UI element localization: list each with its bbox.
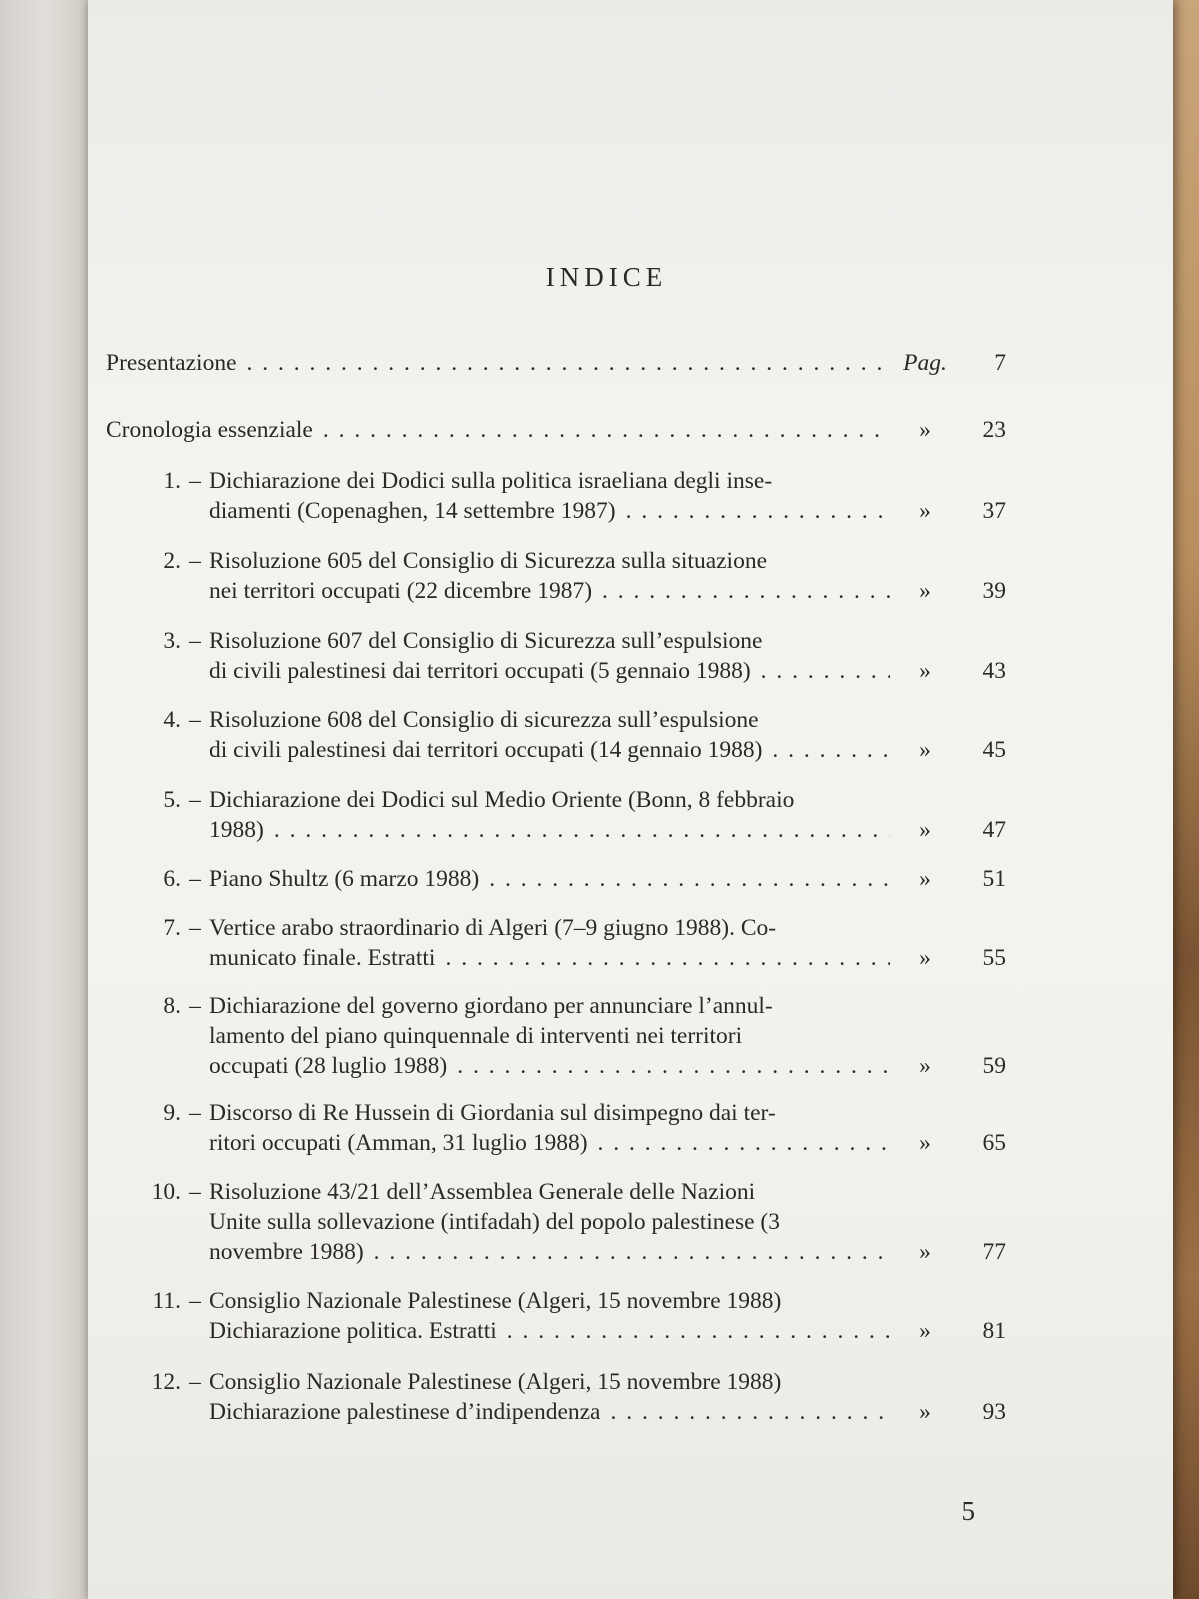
page-number: 55 [982,945,1006,971]
entry-title: Dichiarazione dei Dodici sul Medio Oriente (Bonn, 8 febbraio [209,787,795,813]
entry-title-end: 1988) [209,817,264,843]
page-title: INDICE [545,262,668,292]
entry-number: 1. [163,468,181,494]
entry-title: Dichiarazione dei Dodici sulla politica israeliana degli inse- [209,468,773,494]
page-ref-label: Pag. [903,350,947,376]
page-number: 37 [982,498,1006,524]
page-number: 47 [982,817,1006,843]
entry-number: 9. [163,1100,181,1126]
page-number: 45 [982,737,1006,763]
page-number: 23 [982,417,1006,443]
page-ref-label: » [919,817,931,843]
dot-leader [489,864,890,894]
page-number: 39 [982,578,1006,604]
entry-title: Cronologia essenziale [106,417,313,443]
page-ref-label: » [919,1130,931,1156]
page-ref-label: » [919,1239,931,1265]
entry-title-cont: lamento del piano quinquennale di interventi nei territori [209,1023,743,1049]
entry-title: Presentazione [106,350,237,376]
entry-title-end: diamenti (Copenaghen, 14 settembre 1987) [209,498,616,524]
folio-page-number: 5 [961,1496,975,1526]
entry-title-cont: Unite sulla sollevazione (intifadah) del popolo palestinese (3 [209,1209,781,1235]
dot-leader [761,656,890,686]
dot-leader [445,943,890,973]
page-number: 81 [982,1318,1006,1344]
toc-entry-8: 8. – Dichiarazione del governo giordano per annunciare l’annul- lamento del piano quinquennale di interventi nei territori occupati (28 luglio 1988) . . . » 59 [106,991,1006,1081]
toc-entry-cronologia [106,415,1006,445]
toc-entry-5: 5. – Dichiarazione dei Dodici sul Medio Oriente (Bonn, 8 febbraio 1988) . . . » 47 [106,785,1006,845]
facing-page-edge [0,0,90,1599]
page-number: 77 [982,1239,1006,1265]
toc-entry-9: 9. – Discorso di Re Hussein di Giordania sul disimpegno dai ter- ritori occupati (Amman, 31 luglio 1988) . . . » 65 [106,1098,1006,1158]
entry-title: Vertice arabo straordinario di Algeri (7–9 giugno 1988). Co- [209,915,777,941]
page-number: 51 [982,866,1006,892]
entry-number: 4. [163,707,181,733]
entry-title-end: ritori occupati (Amman, 31 luglio 1988) [209,1130,588,1156]
dot-leader [457,1051,890,1081]
dot-leader [274,815,890,845]
page-number: 93 [982,1399,1006,1425]
page-ref-label: » [919,1399,931,1425]
toc-entry-4: 4. – Risoluzione 608 del Consiglio di sicurezza sull’espulsione di civili palestinesi dai territori occupati (14 gennaio 1988) . . . » 45 [106,705,1006,765]
dot-leader [323,415,890,445]
toc-entry-12: 12. – Consiglio Nazionale Palestinese (Algeri, 15 novembre 1988) Dichiarazione palestinese d’indipendenza . . . » 93 [106,1367,1006,1427]
dot-leader [374,1237,890,1267]
page-ref-label: » [919,945,931,971]
entry-number: 10. [151,1179,181,1205]
book-page [88,0,1173,1599]
entry-title-end: Dichiarazione politica. Estratti [209,1318,497,1344]
page-number: 7 [994,350,1006,376]
dot-leader [602,576,890,606]
entry-title-end: Dichiarazione palestinese d’indipendenza [209,1399,601,1425]
dot-leader [772,735,890,765]
entry-title: Consiglio Nazionale Palestinese (Algeri, 15 novembre 1988) [209,1369,782,1395]
entry-title: Dichiarazione del governo giordano per annunciare l’annul- [209,993,773,1019]
entry-number: 7. [163,915,181,941]
toc-entry-11: 11. – Consiglio Nazionale Palestinese (Algeri, 15 novembre 1988) Dichiarazione politica. Estratti . . . » 81 [106,1286,1006,1346]
page-number: 59 [982,1053,1006,1079]
page-number: 65 [982,1130,1006,1156]
toc-entry-2: 2. – Risoluzione 605 del Consiglio di Sicurezza sulla situazione nei territori occupati (22 dicembre 1987) . . . » 39 [106,546,1006,606]
entry-title: Risoluzione 43/21 dell’Assemblea Generale delle Nazioni [209,1179,756,1205]
toc-entry-3: 3. – Risoluzione 607 del Consiglio di Sicurezza sull’espulsione di civili palestinesi dai territori occupati (5 gennaio 1988) . . . » 43 [106,626,1006,686]
entry-number: 11. [152,1288,181,1314]
entry-number: 2. [163,548,181,574]
entry-title: Risoluzione 608 del Consiglio di sicurezza sull’espulsione [209,707,759,733]
dot-leader [598,1128,890,1158]
toc-entry-1: 1. – Dichiarazione dei Dodici sulla politica israeliana degli inse- diamenti (Copenaghen, 14 settembre 1987) . . . » 37 [106,466,1006,526]
dot-leader [507,1316,890,1346]
page-ref-label: » [919,578,931,604]
entry-title: Discorso di Re Hussein di Giordania sul disimpegno dai ter- [209,1100,776,1126]
entry-title-end: di civili palestinesi dai territori occupati (14 gennaio 1988) [209,737,763,763]
entry-number: 6. [163,866,181,892]
entry-title-end: novembre 1988) [209,1239,364,1265]
page-ref-label: » [919,658,931,684]
dot-leader [247,348,890,378]
page-ref-label: » [919,1318,931,1344]
page-ref-label: » [919,1053,931,1079]
toc-entry-7: 7. – Vertice arabo straordinario di Algeri (7–9 giugno 1988). Co- municato finale. Estratti . . . » 55 [106,913,1006,973]
entry-title-end: occupati (28 luglio 1988) [209,1053,448,1079]
entry-title: Risoluzione 607 del Consiglio di Sicurezza sull’espulsione [209,628,763,654]
entry-title: Piano Shultz (6 marzo 1988) [209,866,480,892]
entry-number: 12. [151,1369,181,1395]
page-number: 43 [982,658,1006,684]
toc-entry-presentazione [106,348,1006,378]
entry-number: 8. [163,993,181,1019]
dot-leader [626,496,890,526]
dot-leader [611,1397,891,1427]
toc-entry-10: 10. – Risoluzione 43/21 dell’Assemblea Generale delle Nazioni Unite sulla sollevazione (intifadah) del popolo palestinese (3 novembre 1988) . . . » 77 [106,1177,1006,1267]
toc-entry-6: 6. – Piano Shultz (6 marzo 1988) . . . » 51 [106,864,1006,894]
entry-title-end: nei territori occupati (22 dicembre 1987) [209,578,593,604]
page-ref-label: » [919,737,931,763]
page-ref-label: » [919,417,931,443]
entry-title: Consiglio Nazionale Palestinese (Algeri, 15 novembre 1988) [209,1288,782,1314]
entry-title-end: di civili palestinesi dai territori occupati (5 gennaio 1988) [209,658,751,684]
entry-title: Risoluzione 605 del Consiglio di Sicurezza sulla situazione [209,548,768,574]
page-ref-label: » [919,866,931,892]
page-ref-label: » [919,498,931,524]
entry-title-end: municato finale. Estratti [209,945,436,971]
entry-number: 5. [163,787,181,813]
entry-number: 3. [163,628,181,654]
